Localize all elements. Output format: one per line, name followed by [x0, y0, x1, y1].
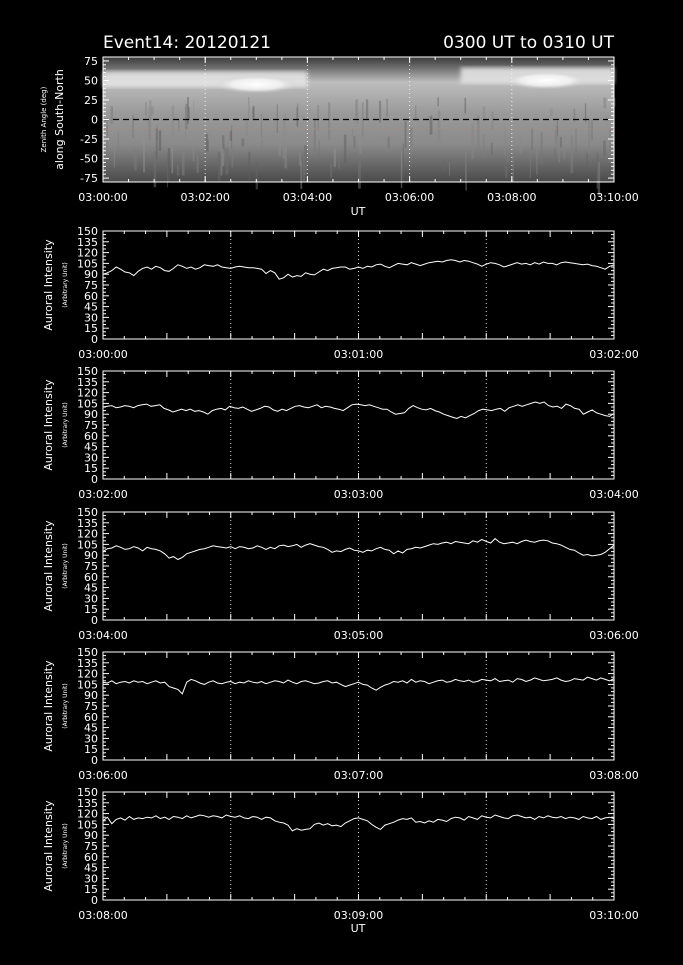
y-axis-label: Auroral Intensity	[42, 520, 55, 612]
keogram-streak	[449, 162, 450, 176]
y-tick-label: 105	[77, 397, 98, 411]
x-tick-label: 03:06:00	[589, 629, 639, 642]
keogram-streak	[465, 151, 466, 181]
y-tick-label: 25	[84, 93, 98, 107]
keogram-streak	[354, 136, 356, 148]
y-tick-label: -50	[80, 152, 98, 166]
intensity-panel	[42, 506, 639, 642]
y-tick-label: 15	[84, 883, 98, 897]
y-tick-label: 90	[84, 408, 98, 422]
keogram-streak	[177, 165, 178, 176]
x-tick-label: 03:09:00	[333, 909, 384, 922]
y-tick-label: 15	[84, 322, 98, 336]
y-tick-label: 0	[91, 894, 98, 907]
y-tick-label: 0	[91, 614, 98, 627]
keogram-streak	[477, 116, 480, 152]
y-tick-label: 150	[77, 506, 98, 519]
keogram-streak	[246, 121, 248, 136]
keogram-streak	[299, 152, 301, 165]
keogram-streak	[296, 107, 298, 126]
keogram-streak	[248, 97, 250, 119]
keogram-streak	[145, 102, 146, 116]
keogram-streak	[285, 125, 286, 153]
y-axis-label: along South-North	[53, 69, 66, 170]
keogram-streak	[277, 104, 278, 133]
y-tick-label: 90	[84, 689, 98, 703]
keogram-streak	[446, 117, 448, 130]
x-tick-label: 03:08:00	[589, 769, 639, 782]
aurora-arc	[504, 72, 588, 90]
y-tick-label: 135	[77, 656, 98, 670]
keogram-streak	[507, 147, 508, 163]
keogram-streak	[132, 115, 134, 138]
event-title: Event14: 20120121	[103, 33, 271, 53]
x-tick-label: 03:04:00	[78, 629, 128, 642]
y-tick-label: 150	[77, 365, 98, 378]
y-tick-label: 60	[84, 429, 98, 443]
intensity-line	[103, 260, 614, 279]
keogram-streak	[330, 164, 332, 178]
y-tick-label: 135	[77, 516, 98, 530]
y-axis-label: Auroral Intensity	[42, 660, 55, 752]
y-tick-label: 15	[84, 462, 98, 476]
keogram-streak	[537, 150, 538, 175]
y-axis-sublabel: (Arbitrary Unit)	[62, 823, 69, 869]
y-axis-label: Auroral Intensity	[42, 239, 55, 331]
y-tick-label: 60	[84, 850, 98, 864]
x-tick-label: 03:05:00	[333, 629, 384, 642]
keogram-streak	[379, 101, 381, 123]
keogram-streak	[261, 140, 263, 150]
keogram-streak	[492, 112, 494, 130]
x-tick-label: 03:02:00	[78, 488, 128, 501]
keogram-streak	[230, 131, 232, 141]
keogram-streak	[513, 150, 514, 182]
y-axis-label: Auroral Intensity	[42, 379, 55, 471]
keogram-streak	[197, 156, 199, 173]
keogram-streak	[359, 141, 361, 153]
keogram-streak	[588, 118, 590, 153]
keogram-streak	[159, 131, 162, 151]
keogram-streak	[560, 137, 562, 148]
keogram-streak	[134, 149, 137, 171]
y-tick-label: 0	[91, 473, 98, 486]
y-tick-label: -75	[80, 172, 98, 186]
y-tick-label: 75	[84, 700, 98, 713]
y-tick-label: 150	[77, 225, 98, 238]
x-tick-label: 03:04:00	[282, 191, 333, 204]
y-tick-label: 60	[84, 289, 98, 303]
y-tick-label: 75	[84, 54, 98, 68]
x-tick-label: 03:10:00	[589, 909, 639, 922]
keogram-streak	[188, 107, 190, 120]
keogram-streak	[356, 99, 358, 124]
keogram-streak	[185, 106, 186, 138]
keogram-streak	[410, 128, 413, 147]
keogram-streak	[564, 136, 566, 160]
y-tick-label: 105	[77, 257, 98, 271]
x-tick-label: 03:00:00	[78, 191, 128, 204]
x-tick-label: 03:08:00	[78, 909, 128, 922]
keogram-panel	[40, 55, 639, 218]
keogram-streak	[319, 141, 320, 157]
keogram-streak	[279, 138, 281, 156]
y-tick-label: 120	[77, 246, 98, 260]
x-tick-label: 03:10:00	[589, 191, 639, 204]
keogram-streak	[178, 120, 179, 131]
keogram-streak	[366, 100, 368, 120]
keogram-streak	[586, 153, 587, 173]
y-tick-label: 135	[77, 796, 98, 810]
y-tick-label: 135	[77, 375, 98, 389]
keogram-streak	[438, 111, 441, 143]
keogram-streak	[571, 135, 574, 173]
y-tick-label: 150	[77, 646, 98, 659]
keogram-streak	[334, 149, 336, 167]
y-tick-label: 60	[84, 710, 98, 724]
y-tick-label: 90	[84, 549, 98, 563]
intensity-line	[103, 677, 614, 694]
keogram-streak	[207, 140, 209, 152]
keogram-streak	[221, 141, 223, 176]
keogram-streak	[603, 97, 606, 108]
x-tick-label: 03:07:00	[333, 769, 384, 782]
keogram-streak	[218, 152, 221, 181]
keogram-streak	[471, 125, 473, 159]
keogram-streak	[193, 144, 195, 161]
keogram-streak	[415, 105, 416, 121]
y-tick-label: 15	[84, 603, 98, 617]
y-tick-label: 30	[84, 592, 98, 606]
keogram-streak	[231, 152, 233, 168]
keogram-streak	[386, 99, 387, 117]
keogram-streak	[303, 150, 305, 182]
keogram-streak	[603, 141, 606, 156]
keogram-streak	[557, 121, 558, 136]
y-tick-label: 75	[84, 560, 98, 573]
keogram-streak	[305, 155, 307, 168]
keogram-streak	[505, 166, 507, 177]
y-tick-label: 135	[77, 235, 98, 249]
keogram-streak	[609, 143, 610, 156]
keogram-streak	[597, 153, 599, 189]
keogram-streak	[405, 121, 407, 148]
y-tick-label: 45	[84, 721, 98, 735]
y-tick-label: 105	[77, 678, 98, 692]
keogram-streak	[491, 143, 493, 155]
y-tick-label: 30	[84, 872, 98, 886]
y-tick-label: 75	[84, 419, 98, 432]
intensity-panel	[42, 365, 639, 501]
x-tick-label: 03:08:00	[487, 191, 537, 204]
keogram-streak	[387, 137, 390, 149]
keogram-streak	[464, 98, 466, 113]
keogram-streak	[193, 101, 194, 137]
y-tick-label: 120	[77, 667, 98, 681]
y-tick-label: 0	[91, 333, 98, 346]
keogram-streak	[317, 105, 319, 130]
y-tick-label: 75	[84, 840, 98, 853]
keogram-streak	[261, 114, 262, 138]
keogram-streak	[118, 132, 119, 153]
keogram-streak	[554, 148, 556, 158]
x-tick-label: 03:06:00	[78, 769, 128, 782]
x-tick-label: 03:01:00	[333, 348, 384, 361]
keogram-streak	[358, 160, 361, 188]
keogram-streak	[314, 119, 316, 151]
y-tick-label: 45	[84, 300, 98, 314]
y-tick-label: 45	[84, 440, 98, 454]
keogram-streak	[344, 135, 347, 163]
x-tick-label: 03:04:00	[589, 488, 639, 501]
keogram-streak	[328, 102, 330, 139]
keogram-streak	[352, 129, 353, 137]
keogram-streak	[558, 144, 560, 163]
y-tick-label: 120	[77, 527, 98, 541]
y-tick-label: 50	[84, 74, 98, 88]
keogram-streak	[591, 120, 593, 141]
x-axis-label: UT	[350, 922, 366, 935]
keogram-streak	[541, 132, 543, 164]
keogram-streak	[248, 152, 250, 180]
keogram-streak	[575, 129, 576, 163]
y-axis-sublabel: (Arbitrary Unit)	[62, 543, 69, 589]
x-tick-label: 03:02:00	[589, 348, 639, 361]
x-tick-label: 03:03:00	[333, 488, 384, 501]
y-tick-label: 120	[77, 807, 98, 821]
x-tick-label: 03:06:00	[384, 191, 435, 204]
intensity-panels	[42, 225, 639, 935]
keogram-streak	[252, 108, 254, 120]
y-tick-label: 0	[91, 113, 98, 127]
y-axis-sublabel: (Arbitrary Unit)	[62, 262, 69, 308]
keogram-streak	[505, 127, 506, 156]
keogram-streak	[241, 138, 244, 146]
keogram-streak	[373, 127, 375, 139]
y-axis-label: Auroral Intensity	[42, 800, 55, 892]
keogram-streak	[168, 148, 170, 182]
y-tick-label: 30	[84, 451, 98, 465]
keogram-streak	[483, 134, 485, 158]
y-tick-label: 90	[84, 268, 98, 282]
y-tick-label: 120	[77, 386, 98, 400]
keogram-streak	[442, 161, 445, 172]
y-tick-label: 45	[84, 861, 98, 875]
keogram-streak	[114, 135, 115, 168]
intensity-line	[103, 402, 614, 419]
keogram-streak	[530, 149, 531, 178]
y-tick-label: 60	[84, 570, 98, 584]
keogram-streak	[143, 139, 145, 172]
y-axis-sublabel: (Arbitrary Unit)	[62, 683, 69, 729]
intensity-panel	[42, 786, 639, 935]
keogram-streak	[151, 106, 154, 114]
keogram-streak	[550, 109, 553, 117]
x-axis-label: UT	[350, 205, 366, 218]
keogram-streak	[256, 163, 258, 189]
keogram-streak	[222, 149, 224, 166]
y-tick-label: 45	[84, 581, 98, 595]
y-axis-sublabel: (Arbitrary Unit)	[62, 402, 69, 448]
keogram-streak	[338, 158, 340, 169]
y-tick-label: 15	[84, 743, 98, 757]
keogram-streak	[437, 98, 439, 107]
keogram-streak	[519, 136, 522, 153]
keogram-streak	[111, 106, 114, 124]
y-tick-label: 150	[77, 786, 98, 799]
keogram-streak	[606, 116, 608, 126]
y-axis-label: Zenith Angle (deg)	[40, 86, 48, 153]
y-tick-label: 30	[84, 732, 98, 746]
x-tick-label: 03:02:00	[180, 191, 230, 204]
y-tick-label: 0	[91, 754, 98, 767]
time-range: 0300 UT to 0310 UT	[443, 33, 614, 53]
keogram-streak	[531, 129, 533, 150]
keogram-streak	[172, 105, 175, 138]
keogram-streak	[172, 148, 174, 174]
y-tick-label: 30	[84, 311, 98, 325]
aurora-arc	[214, 75, 298, 93]
keogram-streak	[403, 143, 404, 166]
keogram-streak	[574, 109, 576, 123]
y-tick-label: 105	[77, 818, 98, 832]
keogram-streak	[182, 147, 185, 176]
y-tick-label: 90	[84, 829, 98, 843]
keogram-streak	[226, 148, 229, 175]
y-tick-label: 75	[84, 279, 98, 292]
intensity-panel	[42, 225, 639, 361]
y-tick-label: 105	[77, 538, 98, 552]
x-tick-label: 03:00:00	[78, 348, 128, 361]
intensity-panel	[42, 646, 639, 782]
y-tick-label: -25	[80, 133, 98, 147]
keogram-streak	[430, 116, 433, 135]
